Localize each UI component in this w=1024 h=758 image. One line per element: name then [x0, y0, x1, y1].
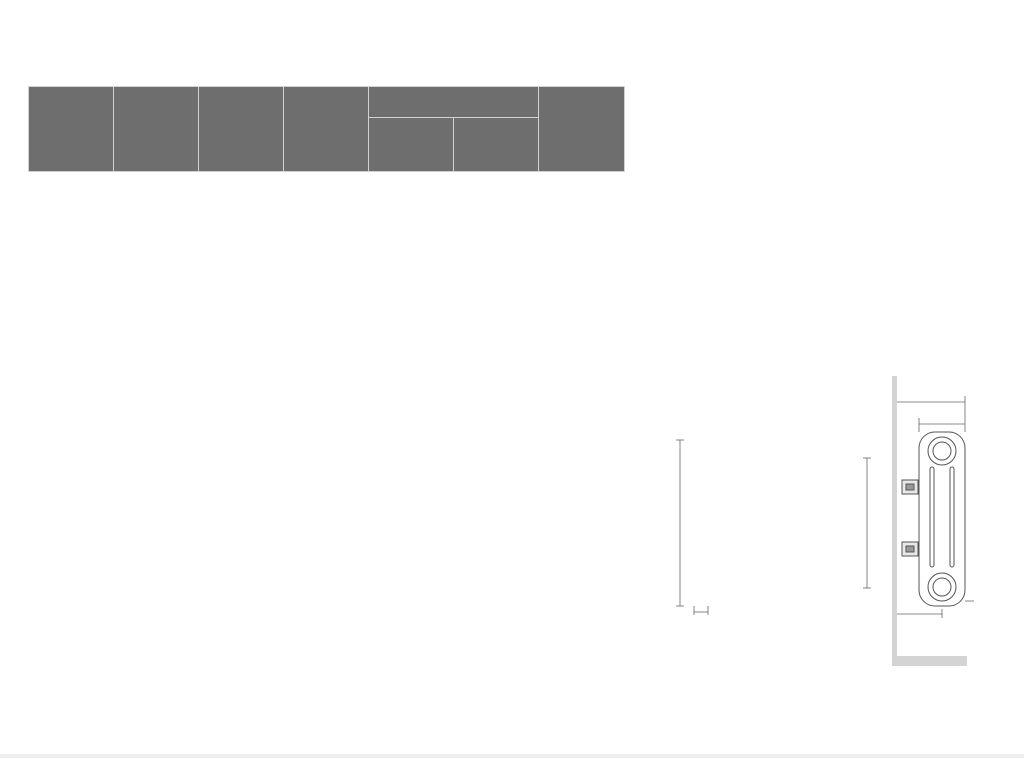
header-bare-metal: [454, 118, 539, 172]
spec-table: [28, 86, 625, 177]
wall: [892, 376, 897, 666]
spec-table-body: [29, 172, 625, 177]
radiator-side-view: [892, 376, 974, 666]
header-height: [29, 87, 114, 172]
header-max-sections: [369, 87, 539, 118]
spec-table-header: [29, 87, 625, 172]
header-centres: [114, 87, 199, 172]
header-water-content: [284, 87, 369, 172]
radiator-front-dimensions: [676, 440, 871, 615]
footer-divider: [0, 754, 1024, 758]
header-output: [539, 87, 625, 172]
header-white-colours: [369, 118, 454, 172]
radiator-diagram: [660, 370, 990, 670]
floor: [892, 656, 967, 666]
header-weight: [199, 87, 284, 172]
